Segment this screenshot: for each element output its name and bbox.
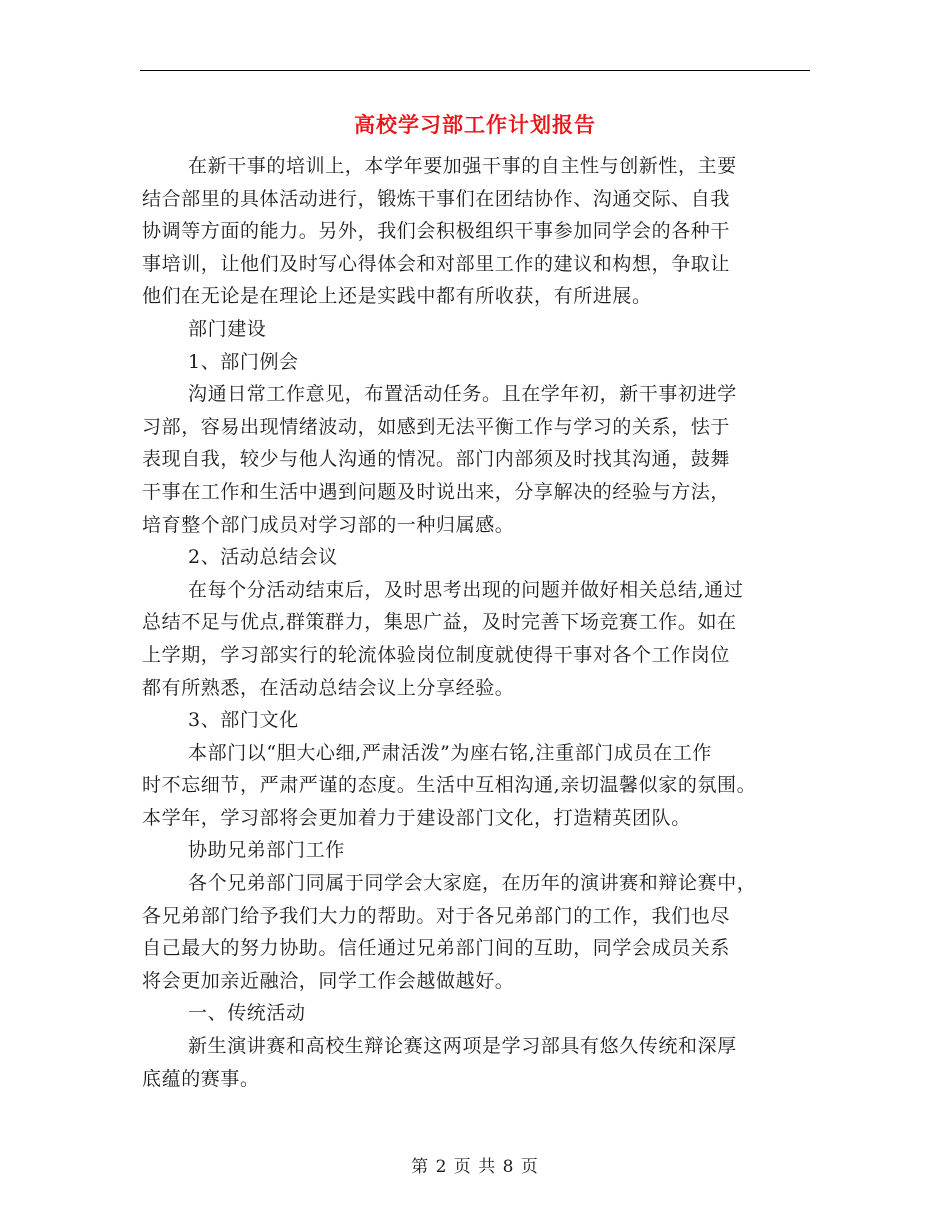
text-line: 各个兄弟部门同属于同学会大家庭，在历年的演讲赛和辩论赛中， [188,872,757,895]
text-line: 新生演讲赛和高校生辩论赛这两项是学习部具有悠久传统和深厚 [188,1035,737,1058]
text-line: 培育整个部门成员对学习部的一种归属感。 [142,513,515,536]
text-line: 他们在无论是在理论上还是实践中都有所收获，有所进展。 [142,285,652,308]
text-line: 自己最大的努力协助。信任通过兄弟部门间的互助，同学会成员关系 [142,937,731,960]
document-body [142,150,822,1095]
text-line: 上学期，学习部实行的轮流体验岗位制度就使得干事对各个工作岗位 [142,643,731,666]
text-line: 协调等方面的能力。另外，我们会积极组织干事参加同学会的各种干 [142,220,731,243]
text-line: 各兄弟部门给予我们大力的帮助。对于各兄弟部门的工作，我们也尽 [142,904,731,927]
text-line: 2、活动总结会议 [188,546,338,569]
text-line: 部门建设 [188,317,267,340]
text-line: 在每个分活动结束后，及时思考出现的问题并做好相关总结,通过 [188,578,744,601]
text-line: 干事在工作和生活中遇到问题及时说出来，分享解决的经验与方法， [142,480,731,503]
text-line: 时不忘细节，严肃严谨的态度。生活中互相沟通,亲切温馨似家的氛围。 [142,774,757,797]
text-line: 在新干事的培训上，本学年要加强干事的自主性与创新性，主要 [188,155,737,177]
document-title: 高校学习部工作计划报告 [354,112,596,137]
text-line: 沟通日常工作意见，布置活动任务。且在学年初，新干事初进学 [188,383,737,406]
text-line: 习部，容易出现情绪波动，如感到无法平衡工作与学习的关系，怯于 [142,415,731,438]
text-line: 总结不足与优点,群策群力，集思广益，及时完善下场竞赛工作。如在 [142,611,737,634]
text-line: 底蕴的赛事。 [142,1067,260,1090]
header-rule [140,70,810,71]
text-line: 3、部门文化 [188,709,299,732]
text-line: 一、传统活动 [188,1002,306,1025]
text-line: 事培训，让他们及时写心得体会和对部里工作的建议和构想，争取让 [142,252,731,275]
text-line: 都有所熟悉，在活动总结会议上分享经验。 [142,676,515,699]
text-line: 本部门以“胆大心细,严肃活泼”为座右铭,注重部门成员在工作 [188,741,712,764]
text-line: 1、部门例会 [188,350,299,373]
text-line: 本学年，学习部将会更加着力于建设部门文化，打造精英团队。 [142,806,691,829]
text-line: 表现自我，较少与他人沟通的情况。部门内部须及时找其沟通，鼓舞 [142,448,731,471]
text-line: 结合部里的具体活动进行，锻炼干事们在团结协作、沟通交际、自我 [142,187,731,210]
page-number: 第 2 页 共 8 页 [411,1157,539,1177]
text-line: 将会更加亲近融洽，同学工作会越做越好。 [142,969,515,992]
text-line: 协助兄弟部门工作 [188,839,345,862]
